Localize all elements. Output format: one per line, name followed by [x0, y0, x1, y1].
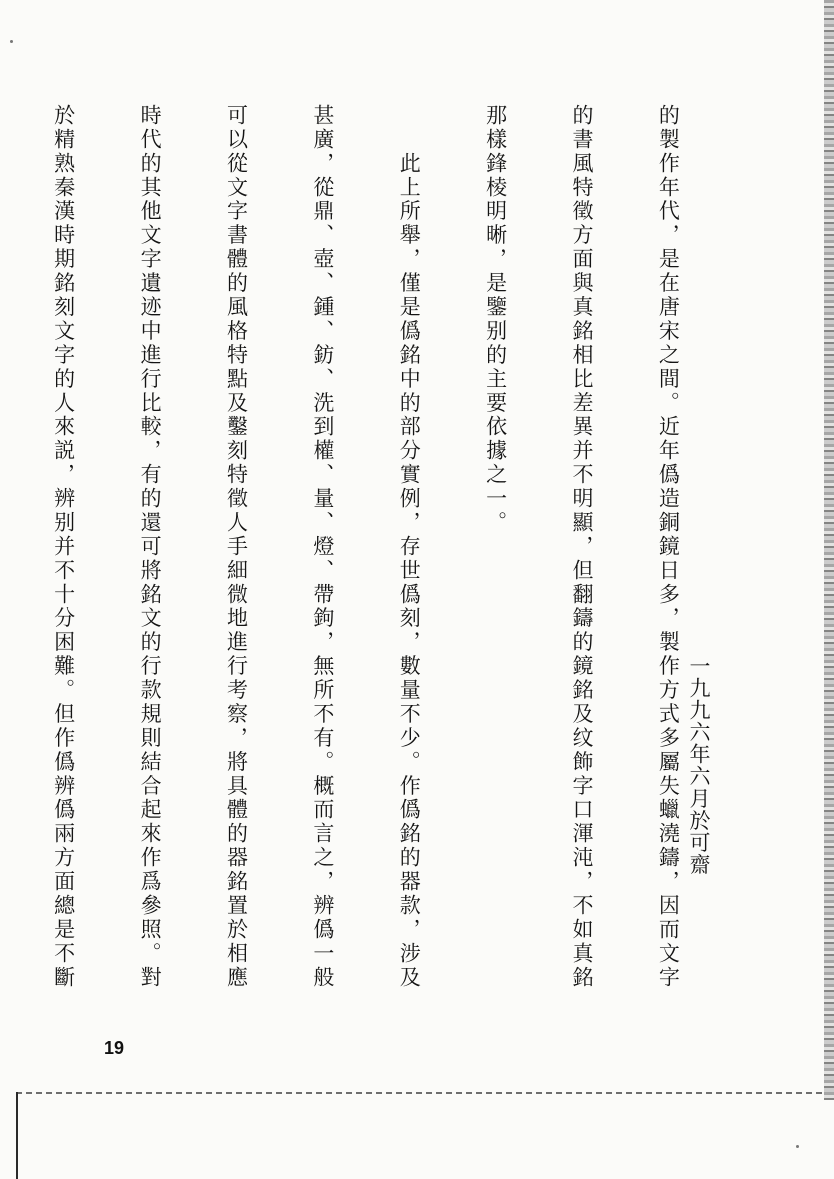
scan-bottom-rule — [16, 1092, 822, 1094]
scan-speck — [796, 1145, 799, 1148]
signature-date-line: 一九九六年六月於可齋 — [687, 655, 711, 876]
text-column: 那樣鋒棱明晰，是鑒别的主要依據之一。 — [483, 104, 508, 535]
scan-binding-edge — [824, 0, 834, 1100]
vertical-text-body — [51, 104, 740, 1034]
text-column: 可以從文字書體的風格特點及鑿刻特徵人手細微地進行考察，將具體的器銘置於相應 — [224, 104, 249, 990]
text-column: 的書風特徵方面與真銘相比差異并不明顯，但翻鑄的鏡銘及纹飾字口渾沌，不如真銘 — [570, 104, 595, 990]
scan-speck — [10, 40, 13, 43]
page-number: 19 — [104, 1038, 125, 1058]
text-column: 時代的其他文字遺迹中進行比較，有的還可將銘文的行款規則結合起來作爲參照。對 — [138, 104, 163, 990]
text-column: 的製作年代，是在唐宋之間。近年僞造銅鏡日多，製作方式多屬失蠟澆鑄，因而文字 — [656, 104, 681, 990]
text-column: 甚廣，從鼎、壺、鍾、鈁、洗到權、量、燈、帶鉤，無所不有。概而言之，辨僞一般 — [310, 104, 335, 990]
scan-left-mark — [16, 1092, 18, 1179]
text-column: 於精熟秦漢時期銘刻文字的人來説，辨别并不十分困難。但作僞辨僞兩方面總是不斷 — [51, 104, 76, 990]
text-column: 此上所舉，僅是僞銘中的部分實例，存世僞刻，數量不少。作僞銘的器款，涉及 — [397, 104, 422, 990]
